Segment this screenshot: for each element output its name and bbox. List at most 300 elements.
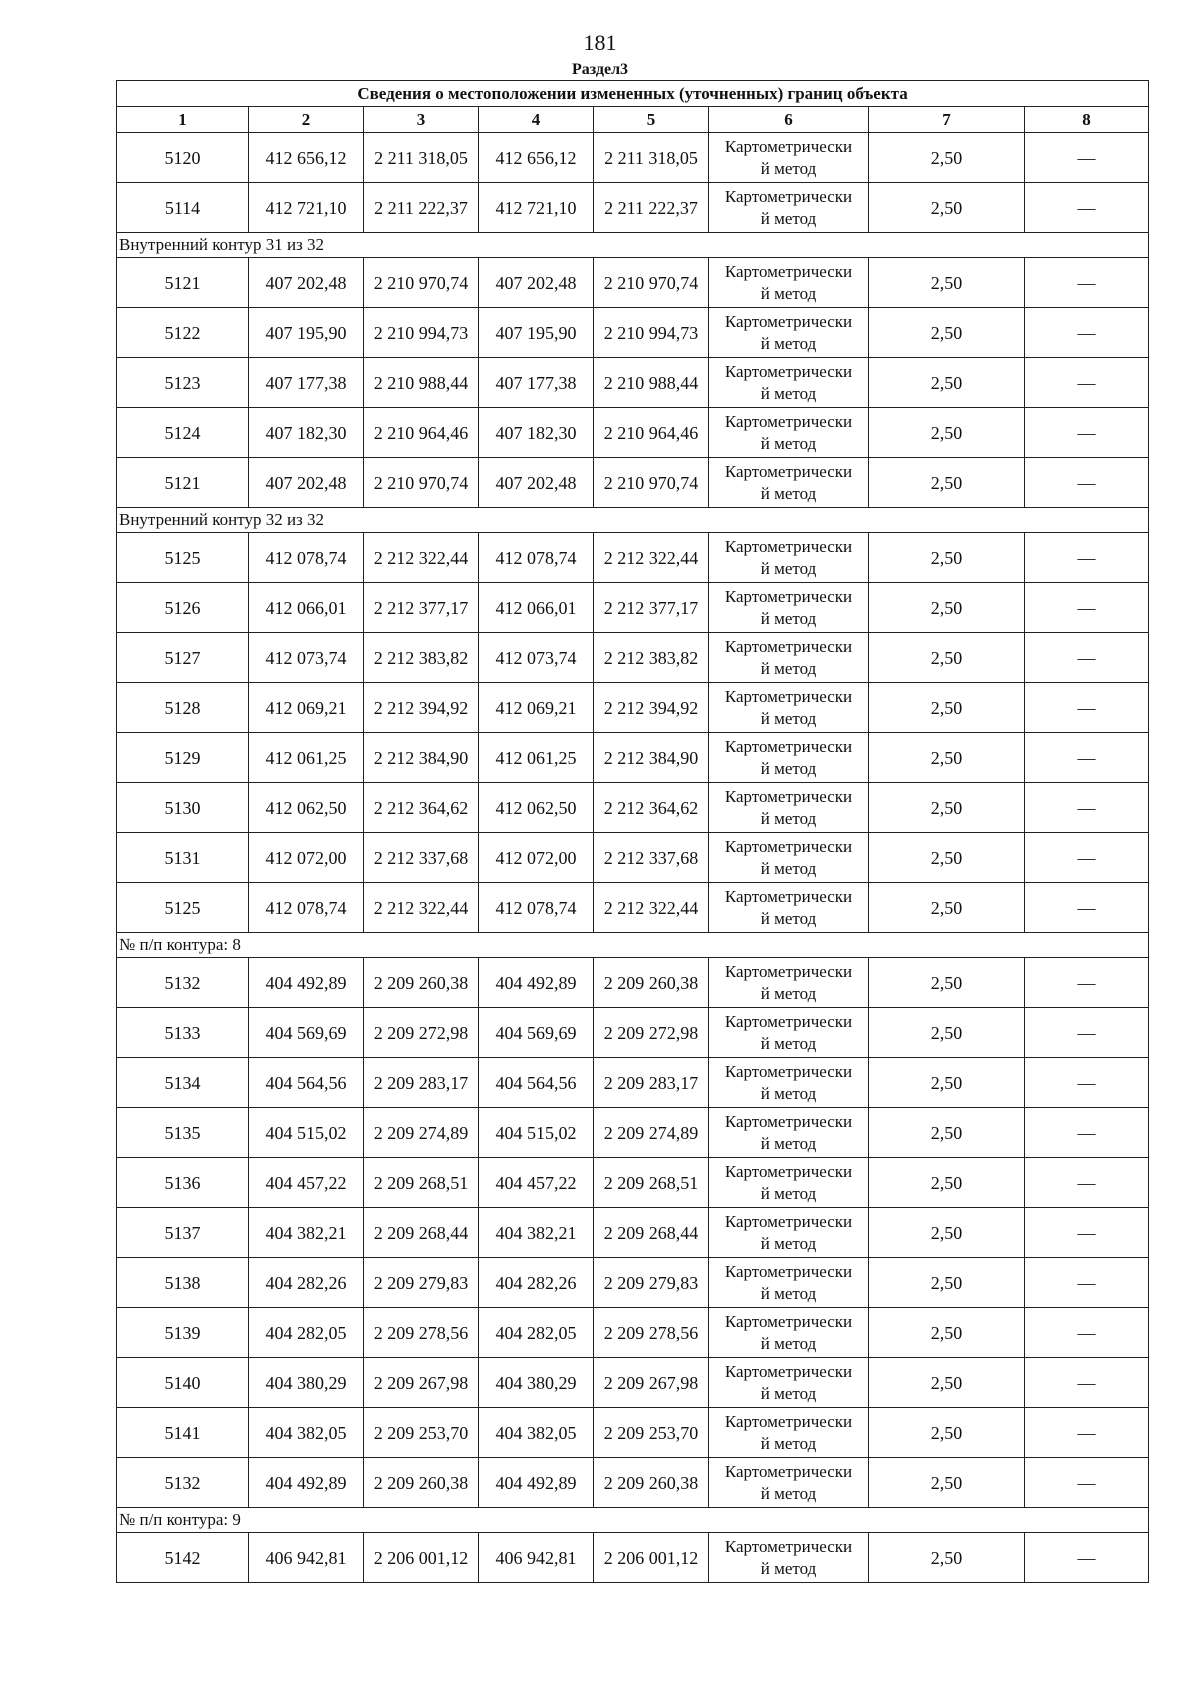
- description-value: —: [1025, 883, 1149, 933]
- point-number: 5132: [117, 958, 249, 1008]
- method-text-line-2: й метод: [760, 708, 817, 728]
- method-text-line-2: й метод: [760, 1183, 817, 1203]
- table-row: [117, 1458, 1149, 1508]
- method-text-line-1: Картометрически: [724, 1411, 853, 1431]
- y-coordinate-new: 2 209 279,83: [594, 1258, 709, 1308]
- point-number: 5125: [117, 533, 249, 583]
- method-cell: [709, 408, 869, 458]
- y-coordinate: 2 210 964,46: [364, 408, 479, 458]
- table-row: [117, 783, 1149, 833]
- point-number: 5138: [117, 1258, 249, 1308]
- x-coordinate: 412 078,74: [249, 533, 364, 583]
- method-text-line-1: Картометрически: [724, 736, 853, 756]
- description-value: —: [1025, 458, 1149, 508]
- method-cell: [709, 1358, 869, 1408]
- method-cell: [709, 1408, 869, 1458]
- point-number: 5114: [117, 183, 249, 233]
- table-row: [117, 183, 1149, 233]
- y-coordinate-new: 2 210 970,74: [594, 458, 709, 508]
- accuracy-value: 2,50: [869, 1458, 1025, 1508]
- accuracy-value: 2,50: [869, 1358, 1025, 1408]
- point-number: 5137: [117, 1208, 249, 1258]
- y-coordinate-new: 2 212 322,44: [594, 533, 709, 583]
- table-row: [117, 1308, 1149, 1358]
- accuracy-value: 2,50: [869, 633, 1025, 683]
- x-coordinate-new: 404 382,05: [479, 1408, 594, 1458]
- method-text-line-2: й метод: [760, 1333, 817, 1353]
- x-coordinate: 412 062,50: [249, 783, 364, 833]
- accuracy-value: 2,50: [869, 833, 1025, 883]
- y-coordinate-new: 2 209 274,89: [594, 1108, 709, 1158]
- method-cell: [709, 1008, 869, 1058]
- table-row: [117, 583, 1149, 633]
- table-row: [117, 1058, 1149, 1108]
- description-value: —: [1025, 833, 1149, 883]
- method-cell: [709, 1108, 869, 1158]
- x-coordinate: 412 656,12: [249, 133, 364, 183]
- y-coordinate: 2 209 268,44: [364, 1208, 479, 1258]
- description-value: —: [1025, 733, 1149, 783]
- y-coordinate: 2 212 384,90: [364, 733, 479, 783]
- method-text-line-1: Картометрически: [724, 1311, 853, 1331]
- coordinates-table: [116, 80, 1149, 1583]
- point-number: 5127: [117, 633, 249, 683]
- x-coordinate: 407 177,38: [249, 358, 364, 408]
- method-text-line-1: Картометрически: [724, 461, 853, 481]
- x-coordinate-new: 412 721,10: [479, 183, 594, 233]
- description-value: —: [1025, 1358, 1149, 1408]
- contour-header-row: [117, 233, 1149, 258]
- y-coordinate: 2 210 970,74: [364, 258, 479, 308]
- contour-header-row: [117, 933, 1149, 958]
- y-coordinate-new: 2 212 394,92: [594, 683, 709, 733]
- contour-header-row: [117, 1508, 1149, 1533]
- y-coordinate-new: 2 212 383,82: [594, 633, 709, 683]
- x-coordinate-new: 412 072,00: [479, 833, 594, 883]
- method-text-line-1: Картометрически: [724, 1361, 853, 1381]
- description-value: —: [1025, 958, 1149, 1008]
- method-text-line-1: Картометрически: [724, 836, 853, 856]
- y-coordinate-new: 2 211 318,05: [594, 133, 709, 183]
- point-number: 5132: [117, 1458, 249, 1508]
- y-coordinate: 2 211 222,37: [364, 183, 479, 233]
- y-coordinate: 2 209 253,70: [364, 1408, 479, 1458]
- x-coordinate-new: 412 078,74: [479, 533, 594, 583]
- table-row: [117, 958, 1149, 1008]
- x-coordinate: 404 515,02: [249, 1108, 364, 1158]
- method-text-line-2: й метод: [760, 658, 817, 678]
- method-text-line-1: Картометрически: [724, 361, 853, 381]
- accuracy-value: 2,50: [869, 958, 1025, 1008]
- method-text-line-2: й метод: [760, 483, 817, 503]
- y-coordinate: 2 212 337,68: [364, 833, 479, 883]
- method-cell: [709, 1208, 869, 1258]
- y-coordinate-new: 2 206 001,12: [594, 1533, 709, 1583]
- table-row: [117, 1008, 1149, 1058]
- point-number: 5121: [117, 258, 249, 308]
- method-text-line-2: й метод: [760, 1383, 817, 1403]
- y-coordinate: 2 212 377,17: [364, 583, 479, 633]
- method-text-line-2: й метод: [760, 1033, 817, 1053]
- x-coordinate-new: 407 195,90: [479, 308, 594, 358]
- method-text-line-2: й метод: [760, 1083, 817, 1103]
- method-text-line-2: й метод: [760, 283, 817, 303]
- y-coordinate: 2 209 260,38: [364, 1458, 479, 1508]
- accuracy-value: 2,50: [869, 1008, 1025, 1058]
- accuracy-value: 2,50: [869, 308, 1025, 358]
- x-coordinate: 404 382,21: [249, 1208, 364, 1258]
- x-coordinate: 407 182,30: [249, 408, 364, 458]
- method-cell: [709, 783, 869, 833]
- description-value: —: [1025, 183, 1149, 233]
- x-coordinate-new: 404 457,22: [479, 1158, 594, 1208]
- x-coordinate: 412 069,21: [249, 683, 364, 733]
- accuracy-value: 2,50: [869, 458, 1025, 508]
- description-value: —: [1025, 408, 1149, 458]
- y-coordinate: 2 210 970,74: [364, 458, 479, 508]
- table-body: [117, 133, 1149, 1583]
- x-coordinate-new: 412 078,74: [479, 883, 594, 933]
- table-row: [117, 1108, 1149, 1158]
- method-text-line-2: й метод: [760, 383, 817, 403]
- y-coordinate-new: 2 212 377,17: [594, 583, 709, 633]
- column-number: 3: [364, 107, 479, 133]
- x-coordinate: 404 282,05: [249, 1308, 364, 1358]
- y-coordinate-new: 2 209 260,38: [594, 958, 709, 1008]
- y-coordinate-new: 2 209 253,70: [594, 1408, 709, 1458]
- point-number: 5130: [117, 783, 249, 833]
- column-number: 8: [1025, 107, 1149, 133]
- point-number: 5125: [117, 883, 249, 933]
- x-coordinate-new: 407 182,30: [479, 408, 594, 458]
- x-coordinate: 404 457,22: [249, 1158, 364, 1208]
- y-coordinate-new: 2 209 268,51: [594, 1158, 709, 1208]
- table-row: [117, 633, 1149, 683]
- description-value: —: [1025, 258, 1149, 308]
- method-text-line-1: Картометрически: [724, 1211, 853, 1231]
- point-number: 5140: [117, 1358, 249, 1408]
- point-number: 5139: [117, 1308, 249, 1358]
- x-coordinate-new: 407 202,48: [479, 458, 594, 508]
- point-number: 5135: [117, 1108, 249, 1158]
- accuracy-value: 2,50: [869, 1158, 1025, 1208]
- y-coordinate: 2 209 268,51: [364, 1158, 479, 1208]
- x-coordinate-new: 404 380,29: [479, 1358, 594, 1408]
- method-text-line-2: й метод: [760, 558, 817, 578]
- method-text-line-1: Картометрически: [724, 1161, 853, 1181]
- point-number: 5121: [117, 458, 249, 508]
- point-number: 5134: [117, 1058, 249, 1108]
- method-cell: [709, 258, 869, 308]
- method-text-line-1: Картометрически: [724, 1011, 853, 1031]
- x-coordinate-new: 407 177,38: [479, 358, 594, 408]
- contour-label: № п/п контура: 9: [117, 1508, 1149, 1533]
- method-text-line-2: й метод: [760, 808, 817, 828]
- x-coordinate: 404 564,56: [249, 1058, 364, 1108]
- y-coordinate: 2 212 322,44: [364, 883, 479, 933]
- method-cell: [709, 883, 869, 933]
- accuracy-value: 2,50: [869, 683, 1025, 733]
- method-text-line-1: Картометрически: [724, 1536, 853, 1556]
- column-number: 4: [479, 107, 594, 133]
- point-number: 5120: [117, 133, 249, 183]
- accuracy-value: 2,50: [869, 358, 1025, 408]
- accuracy-value: 2,50: [869, 183, 1025, 233]
- table-row: [117, 408, 1149, 458]
- method-text-line-1: Картометрически: [724, 261, 853, 281]
- method-cell: [709, 1533, 869, 1583]
- description-value: —: [1025, 358, 1149, 408]
- column-number-row: [117, 107, 1149, 133]
- point-number: 5128: [117, 683, 249, 733]
- y-coordinate-new: 2 209 260,38: [594, 1458, 709, 1508]
- method-text-line-2: й метод: [760, 1283, 817, 1303]
- method-text-line-1: Картометрически: [724, 586, 853, 606]
- x-coordinate: 407 195,90: [249, 308, 364, 358]
- accuracy-value: 2,50: [869, 783, 1025, 833]
- y-coordinate-new: 2 209 268,44: [594, 1208, 709, 1258]
- method-text-line-2: й метод: [760, 1558, 817, 1578]
- x-coordinate: 404 492,89: [249, 1458, 364, 1508]
- x-coordinate-new: 404 515,02: [479, 1108, 594, 1158]
- point-number: 5142: [117, 1533, 249, 1583]
- description-value: —: [1025, 1058, 1149, 1108]
- accuracy-value: 2,50: [869, 733, 1025, 783]
- method-cell: [709, 133, 869, 183]
- contour-label: № п/п контура: 8: [117, 933, 1149, 958]
- accuracy-value: 2,50: [869, 1408, 1025, 1458]
- method-cell: [709, 633, 869, 683]
- method-text-line-1: Картометрически: [724, 886, 853, 906]
- y-coordinate: 2 209 272,98: [364, 1008, 479, 1058]
- x-coordinate-new: 412 066,01: [479, 583, 594, 633]
- y-coordinate: 2 210 994,73: [364, 308, 479, 358]
- method-text-line-2: й метод: [760, 1133, 817, 1153]
- y-coordinate-new: 2 210 994,73: [594, 308, 709, 358]
- table-row: [117, 258, 1149, 308]
- y-coordinate-new: 2 212 322,44: [594, 883, 709, 933]
- y-coordinate: 2 212 394,92: [364, 683, 479, 733]
- y-coordinate-new: 2 211 222,37: [594, 183, 709, 233]
- description-value: —: [1025, 633, 1149, 683]
- x-coordinate: 404 380,29: [249, 1358, 364, 1408]
- method-text-line-2: й метод: [760, 1483, 817, 1503]
- accuracy-value: 2,50: [869, 1533, 1025, 1583]
- method-text-line-2: й метод: [760, 433, 817, 453]
- y-coordinate-new: 2 210 970,74: [594, 258, 709, 308]
- x-coordinate-new: 412 656,12: [479, 133, 594, 183]
- section-label: Раздел3: [571, 61, 629, 78]
- table-row: [117, 308, 1149, 358]
- table-row: [117, 458, 1149, 508]
- y-coordinate: 2 212 322,44: [364, 533, 479, 583]
- method-cell: [709, 308, 869, 358]
- description-value: —: [1025, 1408, 1149, 1458]
- method-text-line-1: Картометрически: [724, 1111, 853, 1131]
- y-coordinate: 2 209 278,56: [364, 1308, 479, 1358]
- x-coordinate: 404 382,05: [249, 1408, 364, 1458]
- method-cell: [709, 1308, 869, 1358]
- x-coordinate-new: 404 382,21: [479, 1208, 594, 1258]
- method-text-line-2: й метод: [760, 208, 817, 228]
- method-text-line-1: Картометрически: [724, 686, 853, 706]
- column-number: 6: [709, 107, 869, 133]
- y-coordinate-new: 2 209 278,56: [594, 1308, 709, 1358]
- description-value: —: [1025, 583, 1149, 633]
- table-row: [117, 883, 1149, 933]
- description-value: —: [1025, 133, 1149, 183]
- x-coordinate-new: 404 492,89: [479, 1458, 594, 1508]
- x-coordinate-new: 412 073,74: [479, 633, 594, 683]
- point-number: 5136: [117, 1158, 249, 1208]
- method-text-line-2: й метод: [760, 333, 817, 353]
- x-coordinate-new: 404 564,56: [479, 1058, 594, 1108]
- contour-header-row: [117, 508, 1149, 533]
- method-text-line-2: й метод: [760, 908, 817, 928]
- table-row: [117, 1208, 1149, 1258]
- description-value: —: [1025, 683, 1149, 733]
- x-coordinate: 407 202,48: [249, 458, 364, 508]
- y-coordinate-new: 2 212 364,62: [594, 783, 709, 833]
- x-coordinate-new: 412 069,21: [479, 683, 594, 733]
- method-text-line-1: Картометрически: [724, 311, 853, 331]
- method-text-line-1: Картометрически: [724, 636, 853, 656]
- point-number: 5124: [117, 408, 249, 458]
- x-coordinate: 406 942,81: [249, 1533, 364, 1583]
- x-coordinate: 404 569,69: [249, 1008, 364, 1058]
- description-value: —: [1025, 1458, 1149, 1508]
- method-cell: [709, 733, 869, 783]
- y-coordinate: 2 209 260,38: [364, 958, 479, 1008]
- y-coordinate: 2 211 318,05: [364, 133, 479, 183]
- point-number: 5126: [117, 583, 249, 633]
- accuracy-value: 2,50: [869, 1258, 1025, 1308]
- method-cell: [709, 1158, 869, 1208]
- method-text-line-1: Картометрически: [724, 186, 853, 206]
- y-coordinate-new: 2 209 283,17: [594, 1058, 709, 1108]
- method-cell: [709, 1258, 869, 1308]
- point-number: 5133: [117, 1008, 249, 1058]
- contour-label: Внутренний контур 32 из 32: [117, 508, 1149, 533]
- method-text-line-1: Картометрически: [724, 411, 853, 431]
- description-value: —: [1025, 533, 1149, 583]
- y-coordinate: 2 209 274,89: [364, 1108, 479, 1158]
- y-coordinate: 2 212 364,62: [364, 783, 479, 833]
- method-text-line-2: й метод: [760, 608, 817, 628]
- description-value: —: [1025, 1158, 1149, 1208]
- table-row: [117, 1258, 1149, 1308]
- column-number: 2: [249, 107, 364, 133]
- x-coordinate: 412 066,01: [249, 583, 364, 633]
- x-coordinate-new: 412 062,50: [479, 783, 594, 833]
- contour-label: Внутренний контур 31 из 32: [117, 233, 1149, 258]
- table-row: [117, 683, 1149, 733]
- accuracy-value: 2,50: [869, 533, 1025, 583]
- table-row: [117, 133, 1149, 183]
- table-row: [117, 358, 1149, 408]
- method-text-line-1: Картометрически: [724, 786, 853, 806]
- method-cell: [709, 583, 869, 633]
- method-text-line-2: й метод: [760, 1233, 817, 1253]
- method-text-line-2: й метод: [760, 983, 817, 1003]
- method-cell: [709, 1458, 869, 1508]
- x-coordinate: 412 721,10: [249, 183, 364, 233]
- accuracy-value: 2,50: [869, 1108, 1025, 1158]
- x-coordinate: 407 202,48: [249, 258, 364, 308]
- x-coordinate: 404 282,26: [249, 1258, 364, 1308]
- method-cell: [709, 533, 869, 583]
- method-text-line-1: Картометрически: [724, 961, 853, 981]
- y-coordinate: 2 209 283,17: [364, 1058, 479, 1108]
- column-number: 1: [117, 107, 249, 133]
- accuracy-value: 2,50: [869, 408, 1025, 458]
- x-coordinate-new: 404 569,69: [479, 1008, 594, 1058]
- y-coordinate: 2 206 001,12: [364, 1533, 479, 1583]
- page-number: 181: [583, 30, 617, 55]
- y-coordinate: 2 210 988,44: [364, 358, 479, 408]
- description-value: —: [1025, 1308, 1149, 1358]
- x-coordinate: 404 492,89: [249, 958, 364, 1008]
- method-cell: [709, 1058, 869, 1108]
- description-value: —: [1025, 1208, 1149, 1258]
- column-number: 5: [594, 107, 709, 133]
- table-row: [117, 1158, 1149, 1208]
- y-coordinate-new: 2 212 337,68: [594, 833, 709, 883]
- x-coordinate: 412 078,74: [249, 883, 364, 933]
- y-coordinate: 2 209 267,98: [364, 1358, 479, 1408]
- table-row: [117, 1533, 1149, 1583]
- point-number: 5122: [117, 308, 249, 358]
- description-value: —: [1025, 308, 1149, 358]
- accuracy-value: 2,50: [869, 1058, 1025, 1108]
- description-value: —: [1025, 1008, 1149, 1058]
- y-coordinate-new: 2 209 267,98: [594, 1358, 709, 1408]
- method-cell: [709, 683, 869, 733]
- description-value: —: [1025, 783, 1149, 833]
- x-coordinate-new: 412 061,25: [479, 733, 594, 783]
- x-coordinate-new: 404 282,26: [479, 1258, 594, 1308]
- x-coordinate-new: 407 202,48: [479, 258, 594, 308]
- y-coordinate-new: 2 212 384,90: [594, 733, 709, 783]
- method-text-line-1: Картометрически: [724, 1261, 853, 1281]
- table-row: [117, 1408, 1149, 1458]
- x-coordinate: 412 061,25: [249, 733, 364, 783]
- point-number: 5129: [117, 733, 249, 783]
- description-value: —: [1025, 1258, 1149, 1308]
- accuracy-value: 2,50: [869, 583, 1025, 633]
- method-text-line-1: Картометрически: [724, 1061, 853, 1081]
- method-cell: [709, 358, 869, 408]
- method-cell: [709, 183, 869, 233]
- table-row: [117, 733, 1149, 783]
- method-text-line-1: Картометрически: [724, 536, 853, 556]
- table-title: Сведения о местоположении измененных (уточненных) границ объекта: [117, 81, 1149, 107]
- y-coordinate-new: 2 210 988,44: [594, 358, 709, 408]
- accuracy-value: 2,50: [869, 258, 1025, 308]
- method-cell: [709, 458, 869, 508]
- point-number: 5123: [117, 358, 249, 408]
- y-coordinate: 2 209 279,83: [364, 1258, 479, 1308]
- description-value: —: [1025, 1533, 1149, 1583]
- y-coordinate-new: 2 209 272,98: [594, 1008, 709, 1058]
- method-text-line-2: й метод: [760, 158, 817, 178]
- y-coordinate: 2 212 383,82: [364, 633, 479, 683]
- table-row: [117, 833, 1149, 883]
- description-value: —: [1025, 1108, 1149, 1158]
- table-row: [117, 1358, 1149, 1408]
- method-text-line-2: й метод: [760, 858, 817, 878]
- accuracy-value: 2,50: [869, 883, 1025, 933]
